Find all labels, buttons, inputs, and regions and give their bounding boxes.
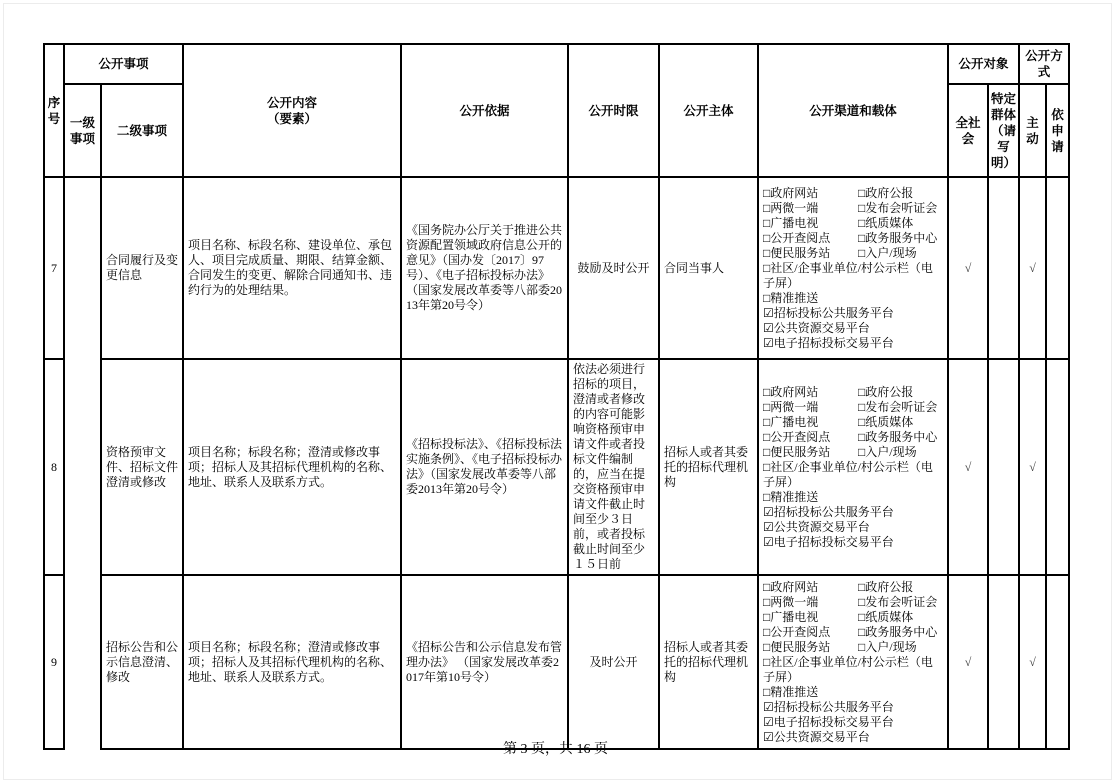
header-all-society: 全社会 xyxy=(948,84,988,177)
channel-option: □政务服务中心 xyxy=(858,624,938,639)
channel-option: ☑招标投标公共服务平台 xyxy=(763,699,894,714)
channel-line xyxy=(763,231,943,246)
header-time-limit: 公开时限 xyxy=(568,44,659,177)
channel-option: □政府网站 xyxy=(763,579,819,594)
cell-basis: 《国务院办公厅关于推进公共资源配置领域政府信息公开的意见》（国办发〔2017〕97号）、《电子招标投标办法》 （国家发展改革委等八部委2013年第20号令） xyxy=(401,177,568,359)
channel-option: □政府公报 xyxy=(858,579,914,594)
cell-specific-group-mark xyxy=(988,575,1019,749)
channel-option: □纸质媒体 xyxy=(858,414,914,429)
channel-line xyxy=(763,385,943,400)
channel-option: □政府网站 xyxy=(763,384,819,399)
cell-active-mark: √ xyxy=(1019,359,1046,575)
channel-line xyxy=(763,216,943,231)
channel-option: □精准推送 xyxy=(763,290,819,305)
channel-list xyxy=(763,580,943,745)
header-method: 公开方式 xyxy=(1019,44,1069,84)
channel-option: □公开查阅点 xyxy=(763,429,831,444)
channel-list xyxy=(763,186,943,351)
cell-all-society-mark: √ xyxy=(948,177,988,359)
channel-option: ☑公共资源交易平台 xyxy=(763,519,870,534)
table-row xyxy=(44,359,1069,575)
channel-option: □发布会听证会 xyxy=(858,200,938,215)
channel-option: □政府公报 xyxy=(858,185,914,200)
cell-basis: 《招标公告和公示信息发布管理办法》 （国家发展改革委2017年第10号令） xyxy=(401,575,568,749)
cell-channels xyxy=(758,359,948,575)
header-on-request: 依申请 xyxy=(1046,84,1069,177)
channel-option: □政务服务中心 xyxy=(858,429,938,444)
channel-option: □入户/现场 xyxy=(858,444,917,459)
cell-basis: 《招标投标法》、《招标投标法实施条例》、《电子招标投标办法》（国家发展改革委等八部委2013年第20号令） xyxy=(401,359,568,575)
cell-specific-group-mark xyxy=(988,359,1019,575)
cell-subject: 合同当事人 xyxy=(659,177,758,359)
channel-line xyxy=(763,640,943,655)
channel-option: □两微一端 xyxy=(763,399,819,414)
channel-option: ☑招标投标公共服务平台 xyxy=(763,504,894,519)
cell-level2-item: 资格预审文件、招标文件澄清或修改 xyxy=(101,359,183,575)
page-number: 第 3 页，共 16 页 xyxy=(503,742,608,757)
channel-option: □便民服务站 xyxy=(763,245,831,260)
header-content: 公开内容 （要素） xyxy=(183,44,401,177)
channel-option: □两微一端 xyxy=(763,594,819,609)
channel-option: □社区/企事业单位/村公示栏（电子屏） xyxy=(763,260,933,290)
header-subject: 公开主体 xyxy=(659,44,758,177)
header-channels: 公开渠道和载体 xyxy=(758,44,948,177)
channel-option: □政务服务中心 xyxy=(858,230,938,245)
channel-option: □精准推送 xyxy=(763,489,819,504)
channel-option: □社区/企事业单位/村公示栏（电子屏） xyxy=(763,459,933,489)
cell-channels xyxy=(758,177,948,359)
channel-list xyxy=(763,385,943,550)
cell-content: 项目名称；标段名称；澄清或修改事项；招标人及其招标代理机构的名称、地址、联系人及联系方式。 xyxy=(183,359,401,575)
header-level2-item: 二级事项 xyxy=(101,84,183,177)
channel-option: □公开查阅点 xyxy=(763,624,831,639)
channel-option: ☑招标投标公共服务平台 xyxy=(763,305,894,320)
cell-time-limit: 鼓励及时公开 xyxy=(568,177,659,359)
cell-level1-item xyxy=(64,177,101,749)
table-row xyxy=(44,177,1069,359)
channel-option: □入户/现场 xyxy=(858,245,917,260)
channel-option: ☑电子招标投标交易平台 xyxy=(763,335,894,350)
channel-line xyxy=(763,625,943,640)
channel-line xyxy=(763,415,943,430)
channel-line xyxy=(763,430,943,445)
cell-content: 项目名称；标段名称；澄清或修改事项；招标人及其招标代理机构的名称、地址、联系人及联系方式。 xyxy=(183,575,401,749)
cell-subject: 招标人或者其委托的招标代理机构 xyxy=(659,359,758,575)
cell-time-limit: 依法必须进行招标的项目，澄清或者修改的内容可能影响资格预审申请文件或者投标文件编制的，应当在提交资格预审申请文件截止时间至少３日前，或者投标截止时间至少１５日前 xyxy=(568,359,659,575)
cell-subject: 招标人或者其委托的招标代理机构 xyxy=(659,575,758,749)
cell-active-mark: √ xyxy=(1019,177,1046,359)
header-seq: 序号 xyxy=(44,44,64,177)
channel-option: ☑公共资源交易平台 xyxy=(763,320,870,335)
channel-line xyxy=(763,610,943,625)
cell-on-request-mark xyxy=(1046,575,1069,749)
channel-line xyxy=(763,580,943,595)
channel-option: □广播电视 xyxy=(763,414,819,429)
channel-option: □纸质媒体 xyxy=(858,609,914,624)
header-specific-group: 特定群体（请写明） xyxy=(988,84,1019,177)
cell-seq: 9 xyxy=(44,575,64,749)
cell-specific-group-mark xyxy=(988,177,1019,359)
cell-all-society-mark: √ xyxy=(948,575,988,749)
header-active: 主动 xyxy=(1019,84,1046,177)
channel-option: □发布会听证会 xyxy=(858,399,938,414)
channel-line xyxy=(763,595,943,610)
channel-line xyxy=(763,201,943,216)
cell-on-request-mark xyxy=(1046,359,1069,575)
channel-option: □发布会听证会 xyxy=(858,594,938,609)
cell-on-request-mark xyxy=(1046,177,1069,359)
header-level1-item: 一级事项 xyxy=(64,84,101,177)
channel-line xyxy=(763,445,943,460)
cell-channels xyxy=(758,575,948,749)
channel-option: □两微一端 xyxy=(763,200,819,215)
cell-level2-item: 招标公告和公示信息澄清、修改 xyxy=(101,575,183,749)
cell-seq: 8 xyxy=(44,359,64,575)
channel-option: □广播电视 xyxy=(763,609,819,624)
channel-option: □精准推送 xyxy=(763,684,819,699)
cell-level2-item: 合同履行及变更信息 xyxy=(101,177,183,359)
channel-option: □入户/现场 xyxy=(858,639,917,654)
channel-option: □公开查阅点 xyxy=(763,230,831,245)
channel-option: ☑公共资源交易平台 xyxy=(763,729,870,744)
header-audience: 公开对象 xyxy=(948,44,1019,84)
channel-option: □政府网站 xyxy=(763,185,819,200)
channel-option: □纸质媒体 xyxy=(858,215,914,230)
header-basis: 公开依据 xyxy=(401,44,568,177)
cell-content: 项目名称、标段名称、建设单位、承包人、项目完成质量、期限、结算金额、合同发生的变更、解除合同通知书、违约行为的处理结果。 xyxy=(183,177,401,359)
channel-option: □便民服务站 xyxy=(763,639,831,654)
channel-line xyxy=(763,246,943,261)
channel-option: □社区/企事业单位/村公示栏（电子屏） xyxy=(763,654,933,684)
table-row xyxy=(44,575,1069,749)
channel-option: □便民服务站 xyxy=(763,444,831,459)
cell-seq: 7 xyxy=(44,177,64,359)
cell-time-limit: 及时公开 xyxy=(568,575,659,749)
channel-option: ☑电子招标投标交易平台 xyxy=(763,534,894,549)
channel-option: □政府公报 xyxy=(858,384,914,399)
cell-all-society-mark: √ xyxy=(948,359,988,575)
channel-line xyxy=(763,186,943,201)
disclosure-table xyxy=(43,43,1070,750)
header-disclosure-items: 公开事项 xyxy=(64,44,183,84)
channel-line xyxy=(763,400,943,415)
channel-option: □广播电视 xyxy=(763,215,819,230)
channel-option: ☑电子招标投标交易平台 xyxy=(763,714,894,729)
cell-active-mark: √ xyxy=(1019,575,1046,749)
